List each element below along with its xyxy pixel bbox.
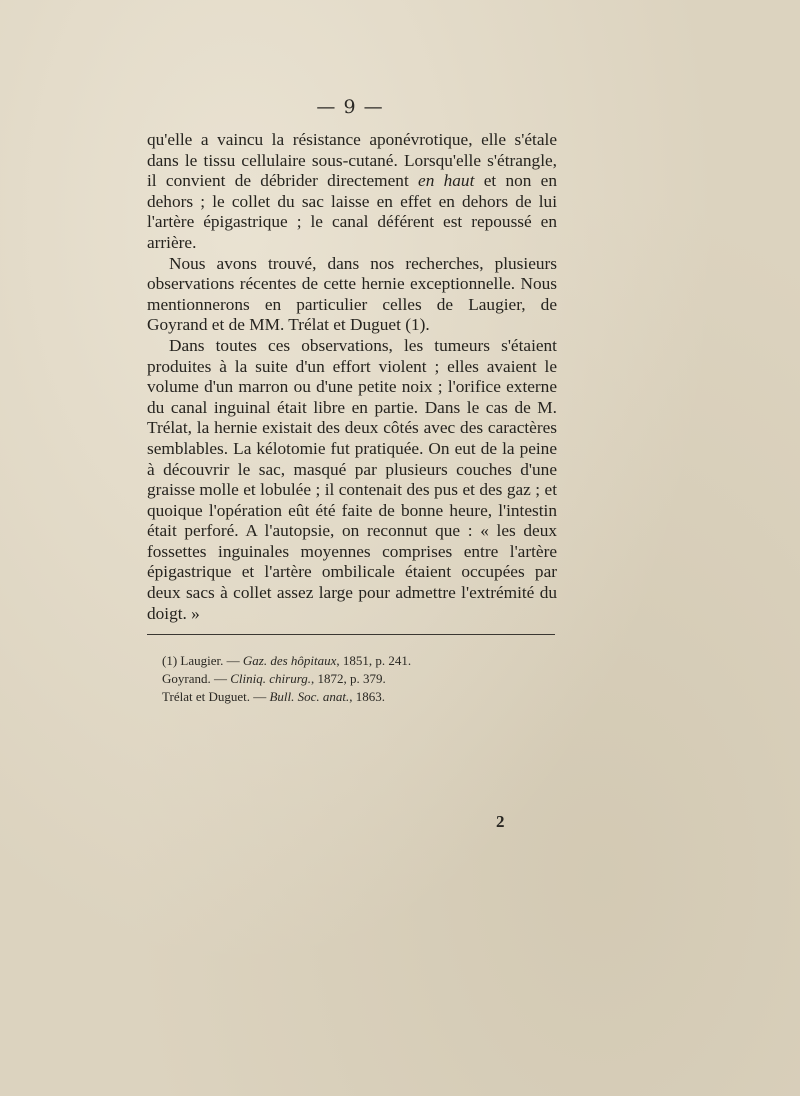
- footnote-2-title: Cliniq. chirurg.: [230, 671, 312, 686]
- footnote-divider: [147, 634, 555, 635]
- footnote-3: [162, 688, 562, 706]
- footnote-1-lead: (1) Laugier. —: [162, 653, 243, 668]
- footnote-1: [162, 652, 562, 670]
- footnote-2-lead: Goyrand. —: [162, 671, 231, 686]
- footnote-3-tail: , 1863.: [349, 689, 386, 704]
- footnote-3-lead: Trélat et Duguet. —: [162, 689, 270, 704]
- paragraph-1-part-2: et non en dehors ; le collet du sac laisse en effet en dehors de lui l'artère épigastrique ; le canal déférent est repoussé en arrière.: [147, 171, 557, 252]
- emphasis-en-haut: en haut: [418, 171, 475, 191]
- body-text: [147, 130, 557, 624]
- footnote-2-tail: , 1872, p. 379.: [311, 671, 386, 686]
- footnote-1-title: Gaz. des hôpitaux: [242, 653, 337, 668]
- footnotes: [162, 652, 562, 706]
- paragraph-2: Nous avons trouvé, dans nos recherches, plusieurs observations récentes de cette hernie exceptionnelle. Nous mentionnerons en particulier celles de Laugier, de Goyrand et de MM. Trélat et Duguet (1).: [147, 253, 557, 335]
- footnote-1-tail: , 1851, p. 241.: [336, 653, 412, 668]
- paragraph-1: [147, 130, 557, 254]
- paragraph-1-part-1: qu'elle a vaincu la résistance aponévrotique, elle s'étale dans le tissu cellulaire sous-cutané. Lorsqu'elle s'étrangle, il convient de débrider directement: [147, 130, 557, 191]
- signature-mark: 2: [496, 812, 505, 831]
- footnote-2: [162, 670, 562, 688]
- page-number: — 9 —: [316, 96, 384, 118]
- footnote-3-title: Bull. Soc. anat.: [269, 689, 350, 704]
- paragraph-3: Dans toutes ces observations, les tumeurs s'étaient produites à la suite d'un effort violent ; elles avaient le volume d'un marron ou d'une petite noix ; l'orifice externe du canal inguinal était libre en partie. Dans le cas de M. Trélat, la hernie existait des deux côtés avec des caractères semblables. La kélotomie fut pratiquée. On eut de la peine à découvrir le sac, masqué par plusieurs couches d'une graisse molle et lobulée ; il contenait des pus et des gaz ; et quoique l'opération eût été faite de bonne heure, l'intestin était perforé. A l'autopsie, on reconnut que : « les deux fossettes inguinales moyennes comprises entre l'artère épigastrique et l'artère ombilicale étaient occupées par deux sacs à collet assez large pour admettre l'extrémité du doigt. »: [147, 335, 557, 623]
